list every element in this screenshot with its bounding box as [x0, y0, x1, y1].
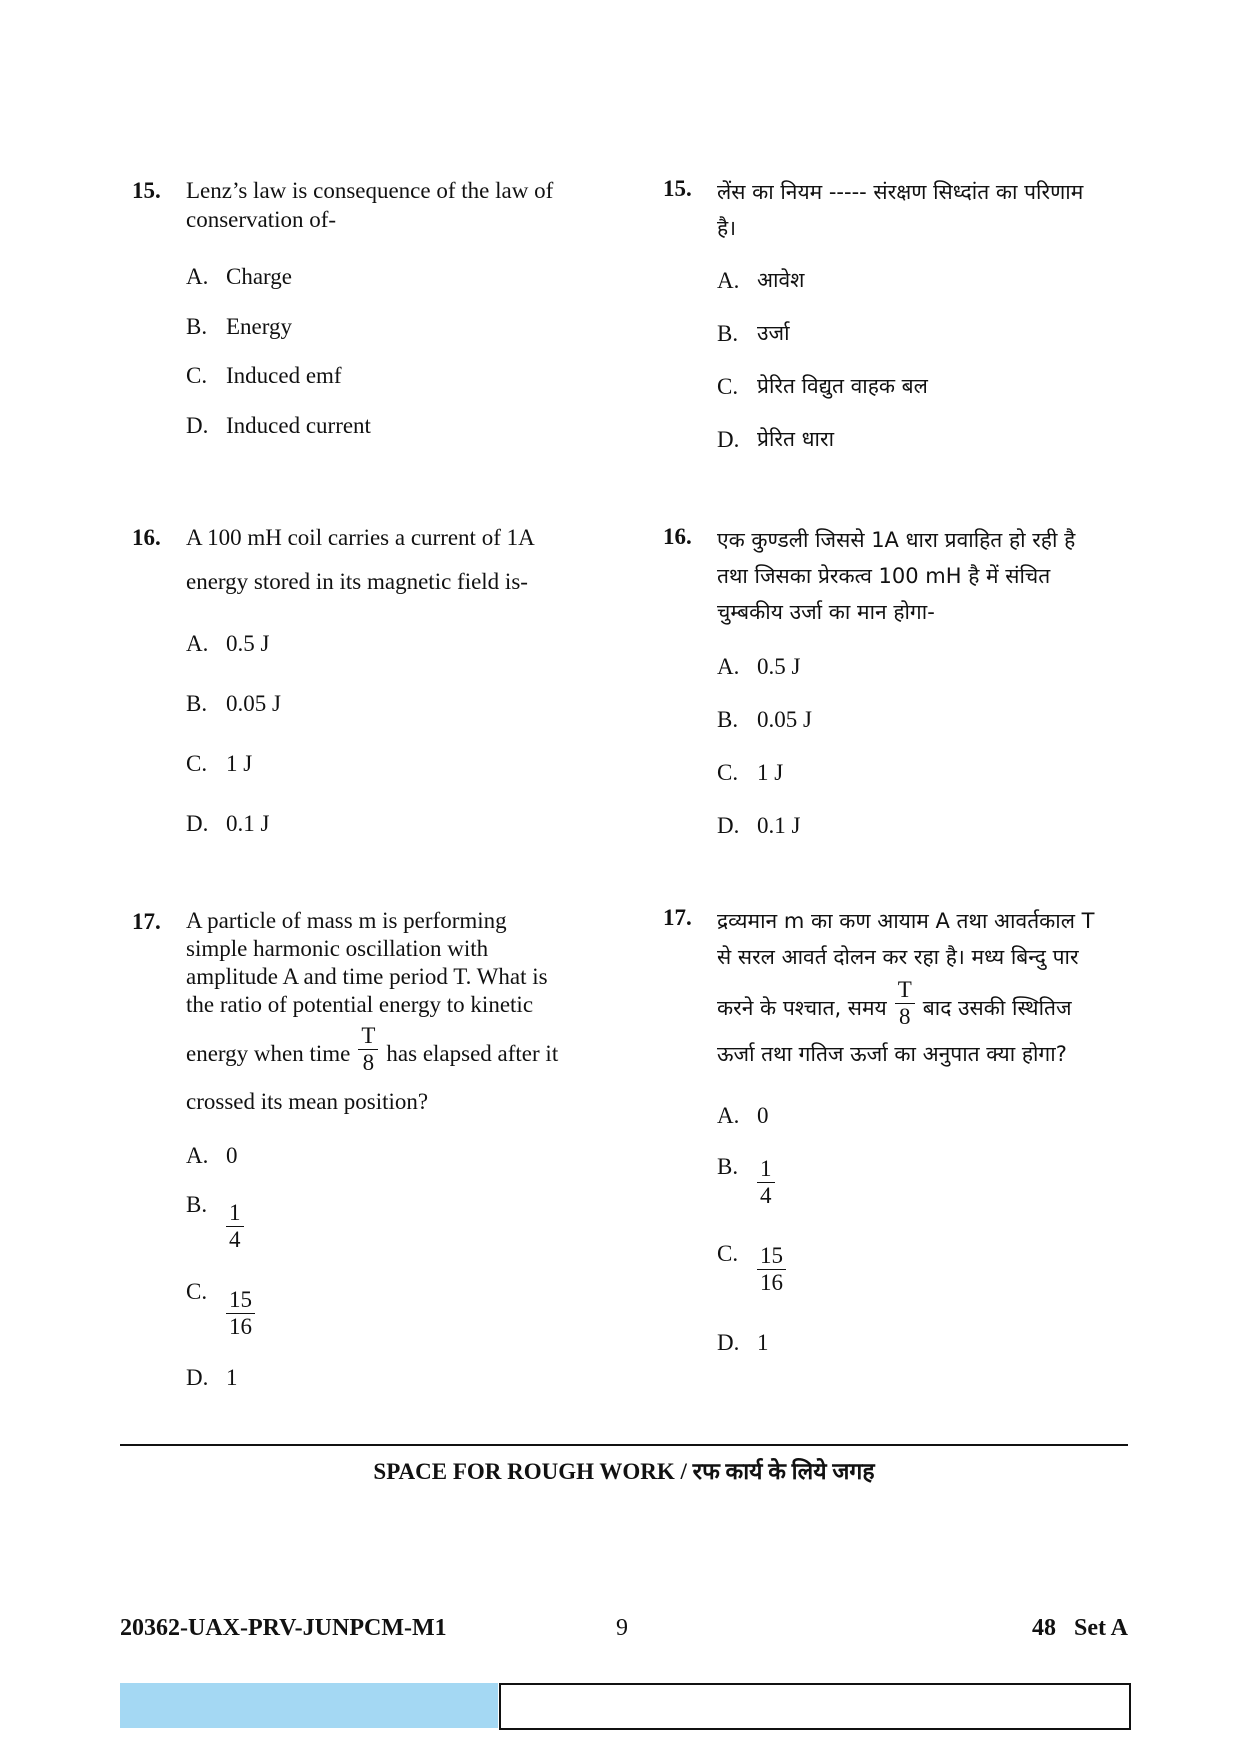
option-b: B. उर्जा: [717, 321, 790, 346]
question-line: है।: [717, 216, 737, 240]
rough-work-divider: [120, 1444, 1128, 1446]
option-c: C. प्रेरित विद्युत वाहक बल: [717, 374, 928, 399]
question-number: 17.: [663, 905, 692, 930]
option-b: B. $\frac{1}{4}$: [717, 1152, 775, 1209]
option-a: A. आवेश: [717, 268, 805, 293]
question-line: तथा जिसका प्रेरकत्व 100 mH है में संचित: [717, 564, 1051, 588]
question-line: एक कुण्डली जिससे 1A धारा प्रवाहित हो रही है: [717, 528, 1076, 552]
option-b: B. 0.05 J: [717, 707, 812, 732]
option-a: A. Charge: [186, 264, 293, 289]
footer-color-block: [120, 1683, 498, 1728]
question-line: energy stored in its magnetic field is-: [186, 569, 528, 594]
paper-code: 20362-UAX-PRV-JUNPCM-M1: [120, 1615, 447, 1641]
option-d: D. 0.1 J: [717, 813, 801, 838]
option-b: B. Energy: [186, 314, 293, 339]
question-text: [186, 176, 612, 234]
question-line-with-fraction: करने के पश्चात, समय $\frac{T}{8}$ बाद उसकी स्थितिज: [717, 977, 1072, 1029]
question-number: 17.: [132, 909, 161, 934]
rough-work-title: SPACE FOR ROUGH WORK / रफ कार्य के लिये जगह: [373, 1459, 875, 1484]
fraction-t-over-8: $\frac{T}{8}$: [895, 977, 915, 1030]
option-c: C. 1 J: [186, 751, 253, 776]
question-number: 16.: [663, 524, 692, 549]
question-number: 15.: [132, 178, 161, 203]
question-text: [717, 174, 1133, 246]
question-16-hi: [663, 522, 1133, 838]
option-b: B. $\frac{1}{4}$: [186, 1190, 244, 1253]
fraction: $\frac{15}{16}$: [226, 1287, 255, 1340]
question-line: लेंस का नियम ----- संरक्षण सिध्दांत का परिणाम: [717, 180, 1084, 204]
option-d: D. 0.1 J: [186, 811, 270, 836]
question-line: conservation of-: [186, 207, 337, 232]
question-16-en: [132, 523, 612, 836]
fraction-t-over-8: $\frac{T}{8}$: [358, 1023, 378, 1076]
footer-empty-box: [499, 1683, 1131, 1730]
question-15-en: [132, 176, 612, 438]
set-label: 48 Set A: [1032, 1615, 1128, 1641]
option-d: D. 1: [717, 1330, 769, 1355]
question-line: simple harmonic oscillation with: [186, 936, 489, 961]
question-number: 16.: [132, 525, 161, 550]
option-c: C. $\frac{15}{16}$: [717, 1239, 786, 1296]
fraction: $\frac{1}{4}$: [226, 1200, 244, 1253]
question-line: amplitude A and time period T. What is: [186, 964, 548, 989]
question-number: 15.: [663, 176, 692, 201]
option-d: D. 1: [186, 1365, 238, 1390]
option-d: D. प्रेरित धारा: [717, 427, 835, 452]
question-line: ऊर्जा तथा गतिज ऊर्जा का अनुपात क्या होगा?: [717, 1042, 1067, 1066]
question-line: crossed its mean position?: [186, 1089, 429, 1114]
question-line: Lenz’s law is consequence of the law of: [186, 178, 554, 203]
question-line: चुम्बकीय उर्जा का मान होगा-: [717, 600, 935, 624]
option-b: B. 0.05 J: [186, 691, 281, 716]
question-15-hi: [663, 174, 1133, 452]
option-c: C. 1 J: [717, 760, 784, 785]
question-17-hi: [663, 903, 1133, 1355]
option-a: A. 0: [717, 1103, 769, 1128]
option-d: D. Induced current: [186, 413, 371, 438]
option-a: A. 0.5 J: [717, 654, 801, 679]
question-text: [186, 523, 612, 596]
question-line: A 100 mH coil carries a current of 1A: [186, 525, 535, 550]
page-number: 9: [616, 1615, 628, 1641]
question-text: [717, 522, 1133, 630]
question-17-en: [132, 907, 612, 1390]
question-line: the ratio of potential energy to kinetic: [186, 992, 534, 1017]
question-text: [186, 907, 612, 1116]
question-text: [717, 903, 1133, 1072]
option-a: A. 0: [186, 1143, 238, 1168]
fraction: $\frac{15}{16}$: [757, 1243, 786, 1296]
question-line: A particle of mass m is performing: [186, 908, 507, 933]
question-line: द्रव्यमान m का कण आयाम A तथा आवर्तकाल T: [717, 909, 1095, 933]
question-line-with-fraction: energy when time $\frac{T}{8}$ has elapsed after it: [186, 1023, 559, 1075]
option-c: C. Induced emf: [186, 363, 342, 388]
option-a: A. 0.5 J: [186, 631, 270, 656]
fraction: $\frac{1}{4}$: [757, 1156, 775, 1209]
option-c: C. $\frac{15}{16}$: [186, 1277, 255, 1340]
question-line: से सरल आवर्त दोलन कर रहा है। मध्य बिन्दु पार: [717, 945, 1079, 969]
